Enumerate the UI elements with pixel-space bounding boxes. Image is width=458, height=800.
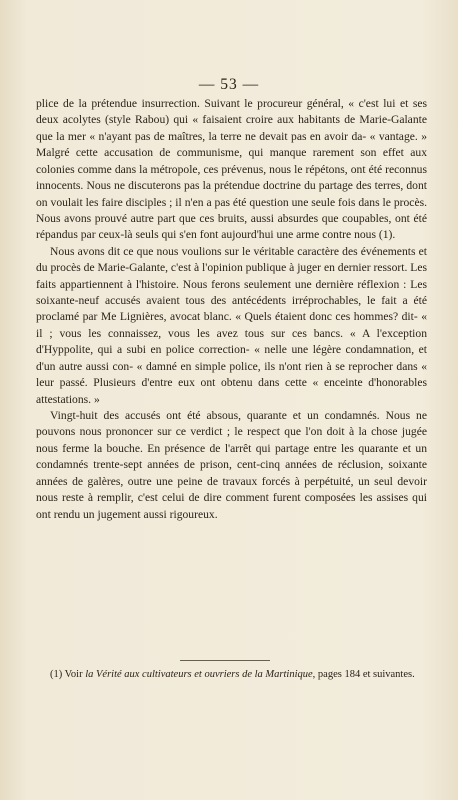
page-number: — 53 — [198, 76, 260, 93]
footnote [36, 667, 427, 683]
footnote-rule [180, 660, 270, 661]
footnote-rest: , pages 184 et suivantes. [312, 669, 415, 680]
footnote-marker: (1) Voir [50, 669, 86, 680]
paragraph-2: Nous avons dit ce que nous voulions sur le véritable caractère des événements et du procès de Marie-Galante, c'est à l'opinion publique à juger en dernier ressort. Les faits appartiennent à l'histoire. Nous ferons seulement une dernière réflexion : Les soixante-neuf accusés avaient tous des antécédents irréprochables, le fait a été proclamé par Me Lignières, avocat blanc. « Quels étaient donc ces hommes? dit- « il ; vous les connaissez, vous les avez tous sur ces bancs. « A l'exception d'Hyppolite, qui a subi en police correction- « nelle une légère condamnation, et d'un autre aussi con- « damné en simple police, ils n'ont rien à se reprocher dans « leur passé. Plusieurs d'entre eux ont obtenu dans cette « enceinte d'honorables attestations. » [36, 244, 427, 406]
footnote-line [36, 667, 427, 683]
paragraph-3: Vingt-huit des accusés ont été absous, quarante et un condamnés. Nous ne pouvons nous prononcer sur ce verdict ; le respect que l'on doit à la chose jugée nous ferme la bouche. En présence de l'arrêt qui partage entre les quarante et un condamnés trente-sept années de prison, cent-cinq années de réclusion, soixante années de galères, outre une peine de travaux forcés à perpétuité, un seul devoir nous reste à remplir, c'est celui de dire comment furent composées les assises qui ont rendu un jugement aussi rigoureux. [36, 409, 427, 521]
main-text [36, 96, 427, 523]
footnote-title: la Vérité aux cultivateurs et ouvriers de la Martinique [85, 669, 313, 680]
paragraph-1: plice de la prétendue insurrection. Suivant le procureur général, « c'est lui et ses deux acolytes (style Rabou) qui « faisaient croire aux habitants de Marie-Galante que la mer « n'ayant pas de maîtres, la terre ne devait pas en avoir da- « vantage. » Malgré cette accusation de communisme, qui manque rarement son effet aux colonies comme dans la métropole, ces prévenus, nous le répétons, ont été reconnus innocents. Nous ne discuterons pas la prétendue doctrine du partage des terres, dont on voulait les faire disciples ; il n'en a pas été question une seule fois dans le procès. Nous avons prouvé autre part que ces bruits, aussi absurdes que coupables, ont été répandus par ceux-là seuls qui s'en font aujourd'hui une arme contre nous (1). [36, 97, 427, 242]
